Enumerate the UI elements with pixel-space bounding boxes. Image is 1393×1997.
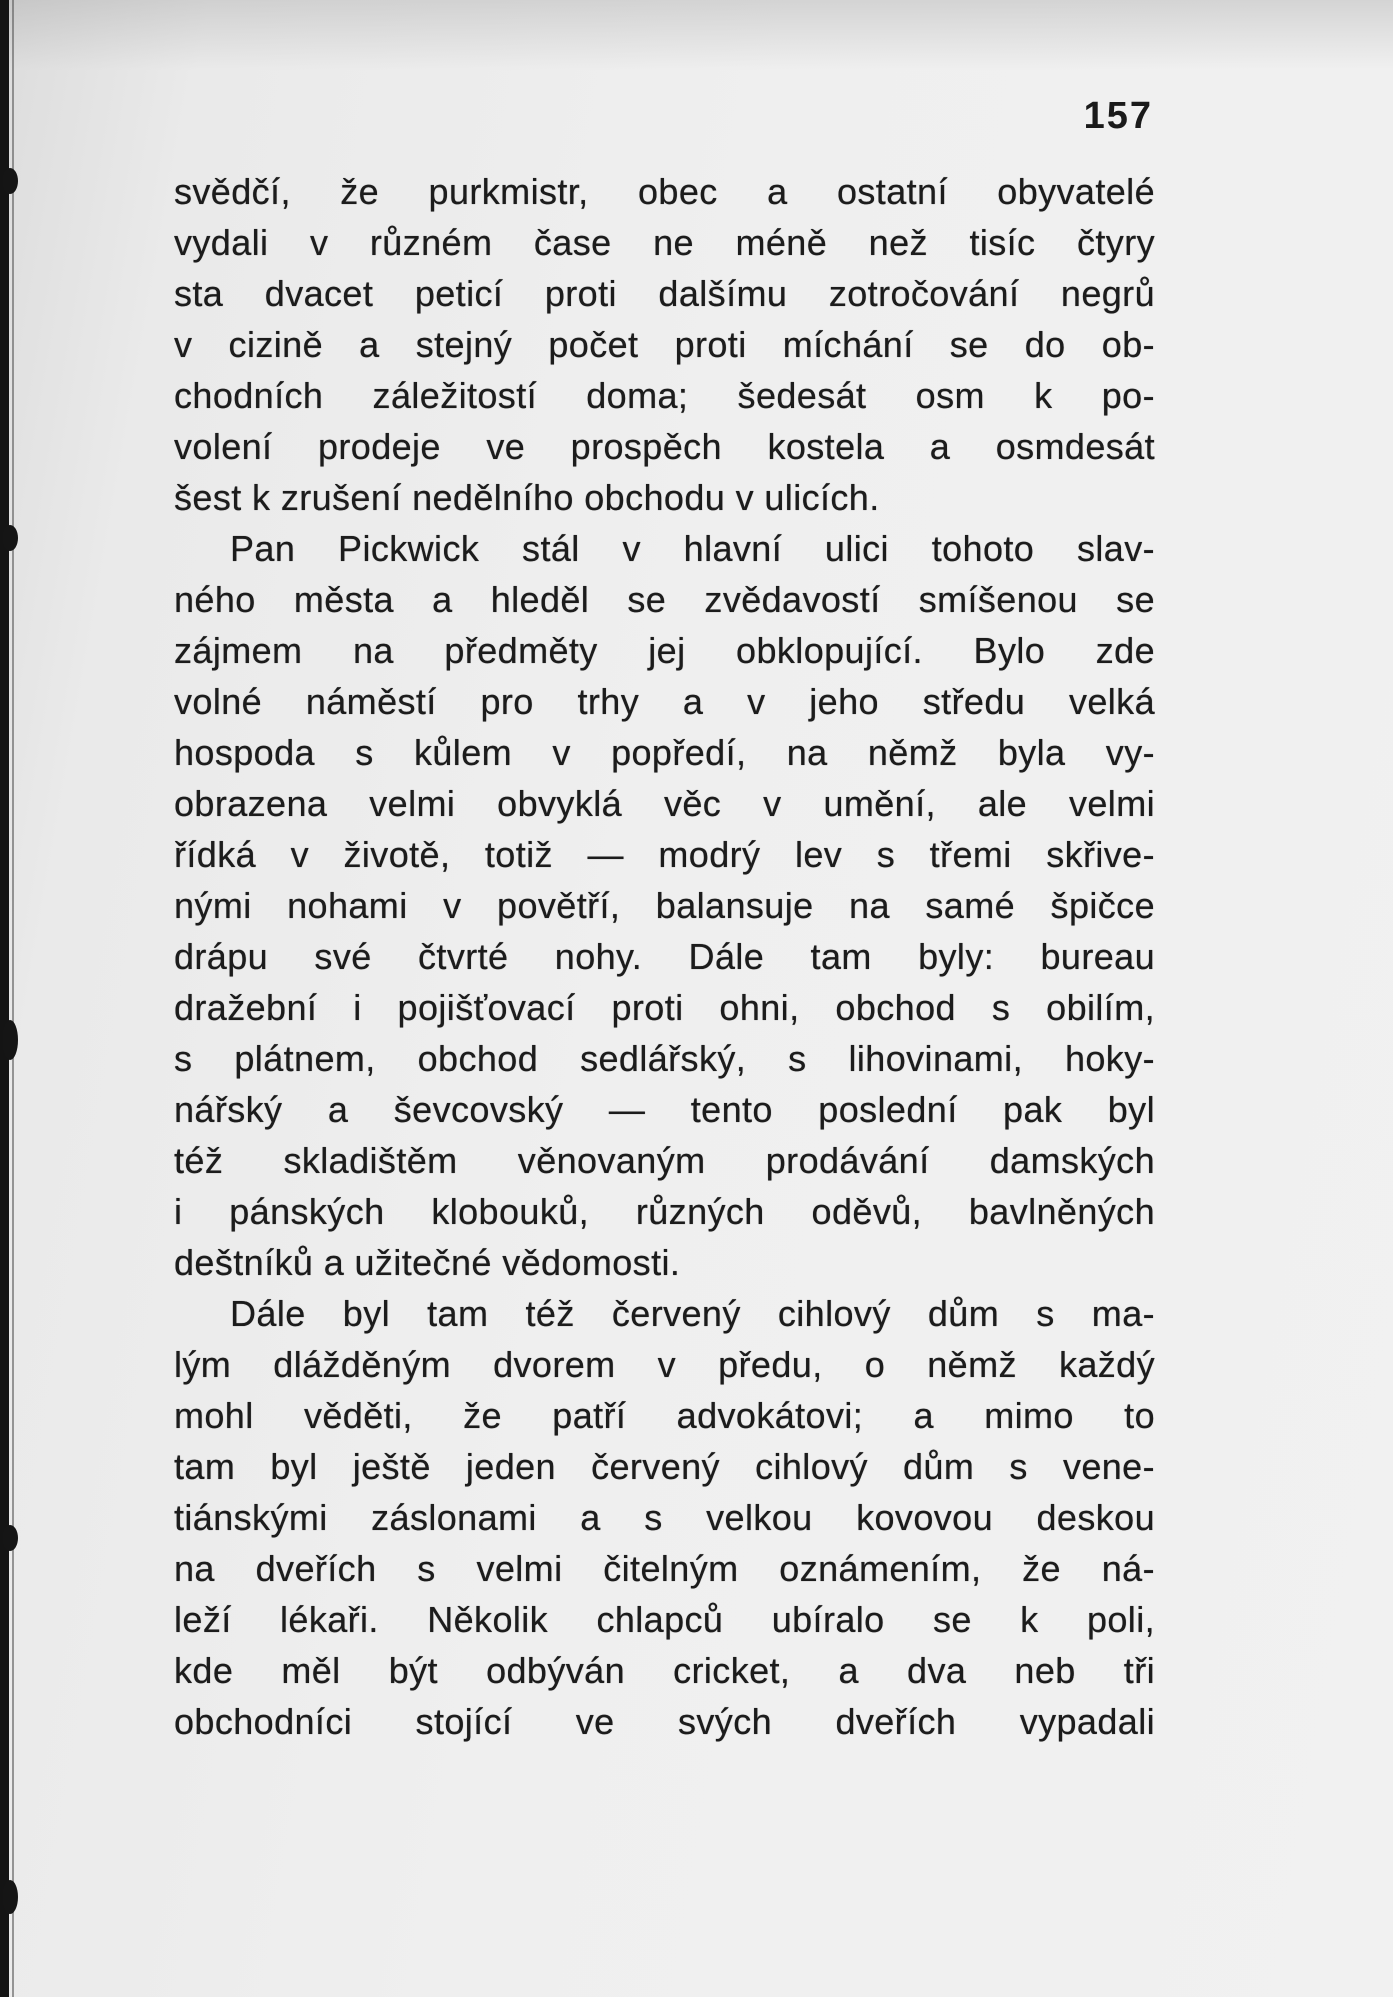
- text-line: deštníků a užitečné vědomosti.: [174, 1242, 681, 1283]
- text-line: sta dvacet peticí proti dalšímu zotročování negrů: [174, 273, 1155, 314]
- text-line: obchodníci stojící ve svých dveřích vypadali: [174, 1701, 1155, 1742]
- scan-edge-line: [12, 0, 14, 1997]
- text-line: lým dlážděným dvorem v předu, o němž každý: [174, 1344, 1155, 1385]
- scan-artifact: [2, 168, 18, 194]
- text-line: též skladištěm věnovaným prodávání damských: [174, 1140, 1155, 1181]
- paragraph: [174, 1288, 1155, 1747]
- scan-artifact: [2, 1525, 18, 1551]
- text-line: svědčí, že purkmistr, obec a ostatní obyvatelé: [174, 171, 1155, 212]
- text-line: Pan Pickwick stál v hlavní ulici tohoto slav-: [230, 528, 1155, 569]
- text-line: volné náměstí pro trhy a v jeho středu velká: [174, 681, 1155, 722]
- text-line: hospoda s kůlem v popředí, na němž byla vy-: [174, 732, 1155, 773]
- text-line: nými nohami v povětří, balansuje na samé špičce: [174, 885, 1155, 926]
- text-line: chodních záležitostí doma; šedesát osm k po-: [174, 375, 1155, 416]
- page-number: 157: [1083, 95, 1153, 137]
- text-line: mohl věděti, že patří advokátovi; a mimo to: [174, 1395, 1155, 1436]
- text-line: s plátnem, obchod sedlářský, s lihovinami, hoky-: [174, 1038, 1155, 1079]
- text-line: tam byl ještě jeden červený cihlový dům s vene-: [174, 1446, 1155, 1487]
- text-line: volení prodeje ve prospěch kostela a osmdesát: [174, 426, 1155, 467]
- text-line: nářský a ševcovský — tento poslední pak byl: [174, 1089, 1155, 1130]
- text-line: řídká v životě, totiž — modrý lev s třemi skřive-: [174, 834, 1155, 875]
- scan-shading: [0, 0, 1393, 70]
- paragraph: [174, 166, 1155, 523]
- text-line: obrazena velmi obvyklá věc v umění, ale velmi: [174, 783, 1155, 824]
- text-line: zájmem na předměty jej obklopující. Bylo zde: [174, 630, 1155, 671]
- paragraph: [174, 523, 1155, 1288]
- text-line: i pánských klobouků, různých oděvů, bavlněných: [174, 1191, 1155, 1232]
- scan-artifact: [2, 525, 18, 551]
- scan-artifact: [2, 1020, 18, 1060]
- text-line: kde měl být odbýván cricket, a dva neb tři: [174, 1650, 1155, 1691]
- text-line: leží lékaři. Několik chlapců ubíralo se k poli,: [174, 1599, 1155, 1640]
- text-line: šest k zrušení nedělního obchodu v ulicích.: [174, 477, 880, 518]
- text-line: ného města a hleděl se zvědavostí smíšenou se: [174, 579, 1155, 620]
- text-line: v cizině a stejný počet proti míchání se do ob-: [174, 324, 1155, 365]
- text-line: vydali v různém čase ne méně než tisíc čtyry: [174, 222, 1155, 263]
- text-line: Dále byl tam též červený cihlový dům s ma-: [230, 1293, 1155, 1334]
- scan-edge: [0, 0, 9, 1997]
- text-line: dražební i pojišťovací proti ohni, obchod s obilím,: [174, 987, 1155, 1028]
- text-line: na dveřích s velmi čitelným oznámením, že ná-: [174, 1548, 1155, 1589]
- scan-artifact: [2, 1880, 18, 1914]
- text-line: tiánskými záslonami a s velkou kovovou deskou: [174, 1497, 1155, 1538]
- body-text: [174, 166, 1155, 1747]
- text-line: drápu své čtvrté nohy. Dále tam byly: bureau: [174, 936, 1155, 977]
